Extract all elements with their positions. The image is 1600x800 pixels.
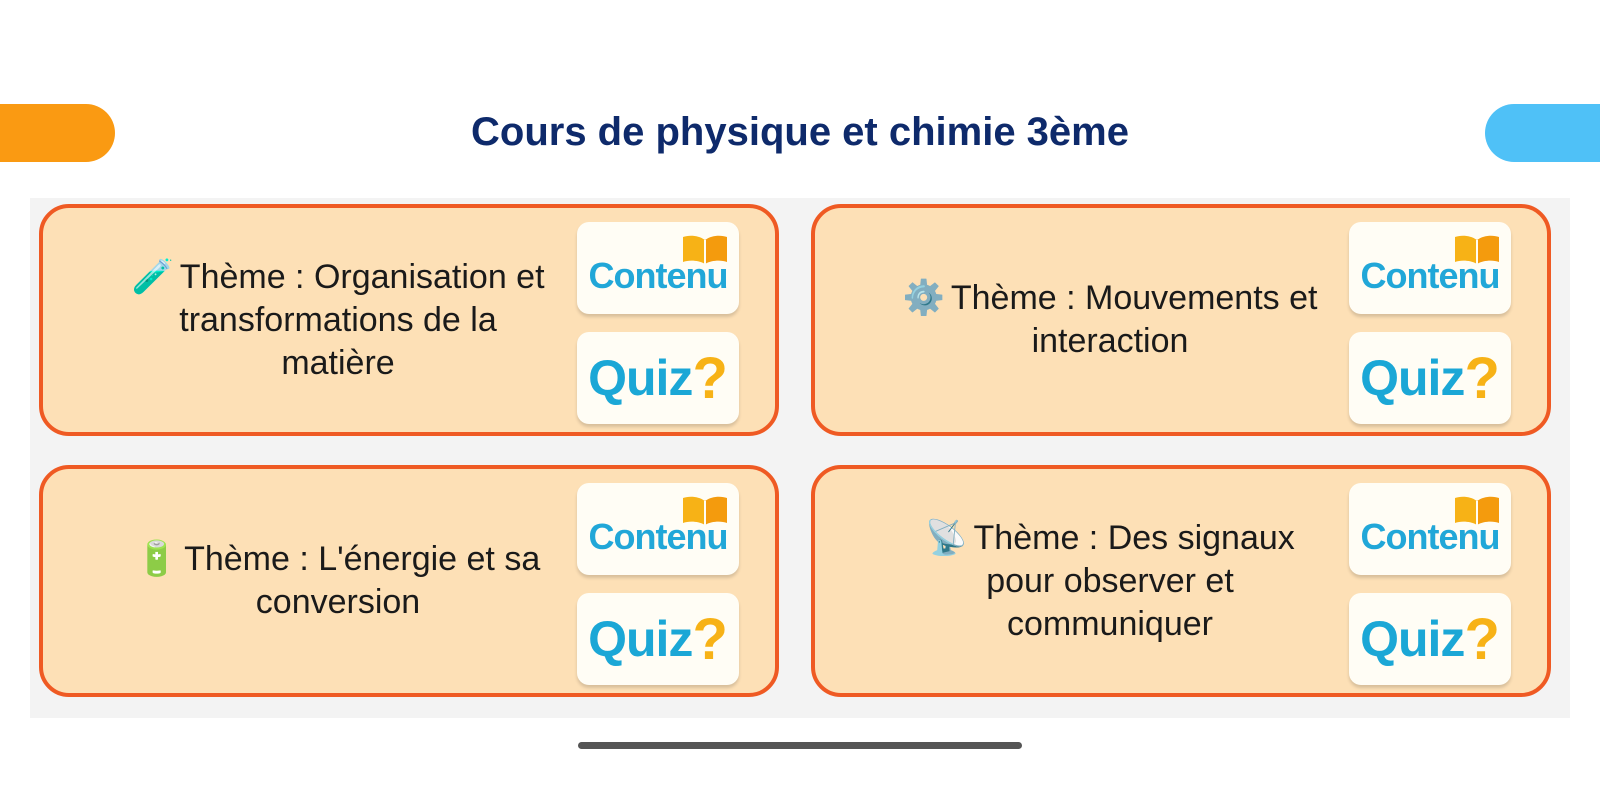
contenu-label: Contenu <box>1360 255 1500 296</box>
home-indicator[interactable] <box>578 742 1022 749</box>
contenu-label: Contenu <box>588 255 728 296</box>
quiz-label: Quiz <box>588 611 693 667</box>
question-mark-icon: ? <box>1464 606 1500 672</box>
contenu-button[interactable] <box>577 483 739 575</box>
theme-label: 🔋 Thème : L'énergie et sa conversion <box>135 540 541 621</box>
test-tube-icon: 🧪 <box>131 257 174 296</box>
page-title: Cours de physique et chimie 3ème <box>471 110 1129 154</box>
theme-card-energie <box>39 465 779 697</box>
contenu-button[interactable] <box>577 222 739 314</box>
contenu-label: Contenu <box>1360 516 1500 557</box>
satellite-dish-icon: 📡 <box>925 518 968 557</box>
theme-card-signaux <box>811 465 1551 697</box>
theme-label: ⚙️ Thème : Mouvements et interaction <box>902 279 1318 360</box>
theme-label: 📡 Thème : Des signaux pour observer et communiquer <box>925 518 1295 643</box>
contenu-button[interactable] <box>1349 222 1511 314</box>
question-mark-icon: ? <box>692 345 728 411</box>
quiz-label: Quiz <box>588 350 693 406</box>
theme-label: 🧪 Thème : Organisation et transformations de la matière <box>131 257 545 382</box>
question-mark-icon: ? <box>692 606 728 672</box>
theme-card-matiere <box>39 204 779 436</box>
quiz-label: Quiz <box>1360 350 1465 406</box>
theme-card-mouvements <box>811 204 1551 436</box>
contenu-button[interactable] <box>1349 483 1511 575</box>
question-mark-icon: ? <box>1464 345 1500 411</box>
quiz-button[interactable] <box>577 332 739 424</box>
quiz-button[interactable] <box>1349 332 1511 424</box>
gear-icon: ⚙️ <box>902 279 945 317</box>
contenu-label: Contenu <box>588 516 728 557</box>
battery-icon: 🔋 <box>135 540 179 578</box>
quiz-button[interactable] <box>1349 593 1511 685</box>
quiz-button[interactable] <box>577 593 739 685</box>
quiz-label: Quiz <box>1360 611 1465 667</box>
